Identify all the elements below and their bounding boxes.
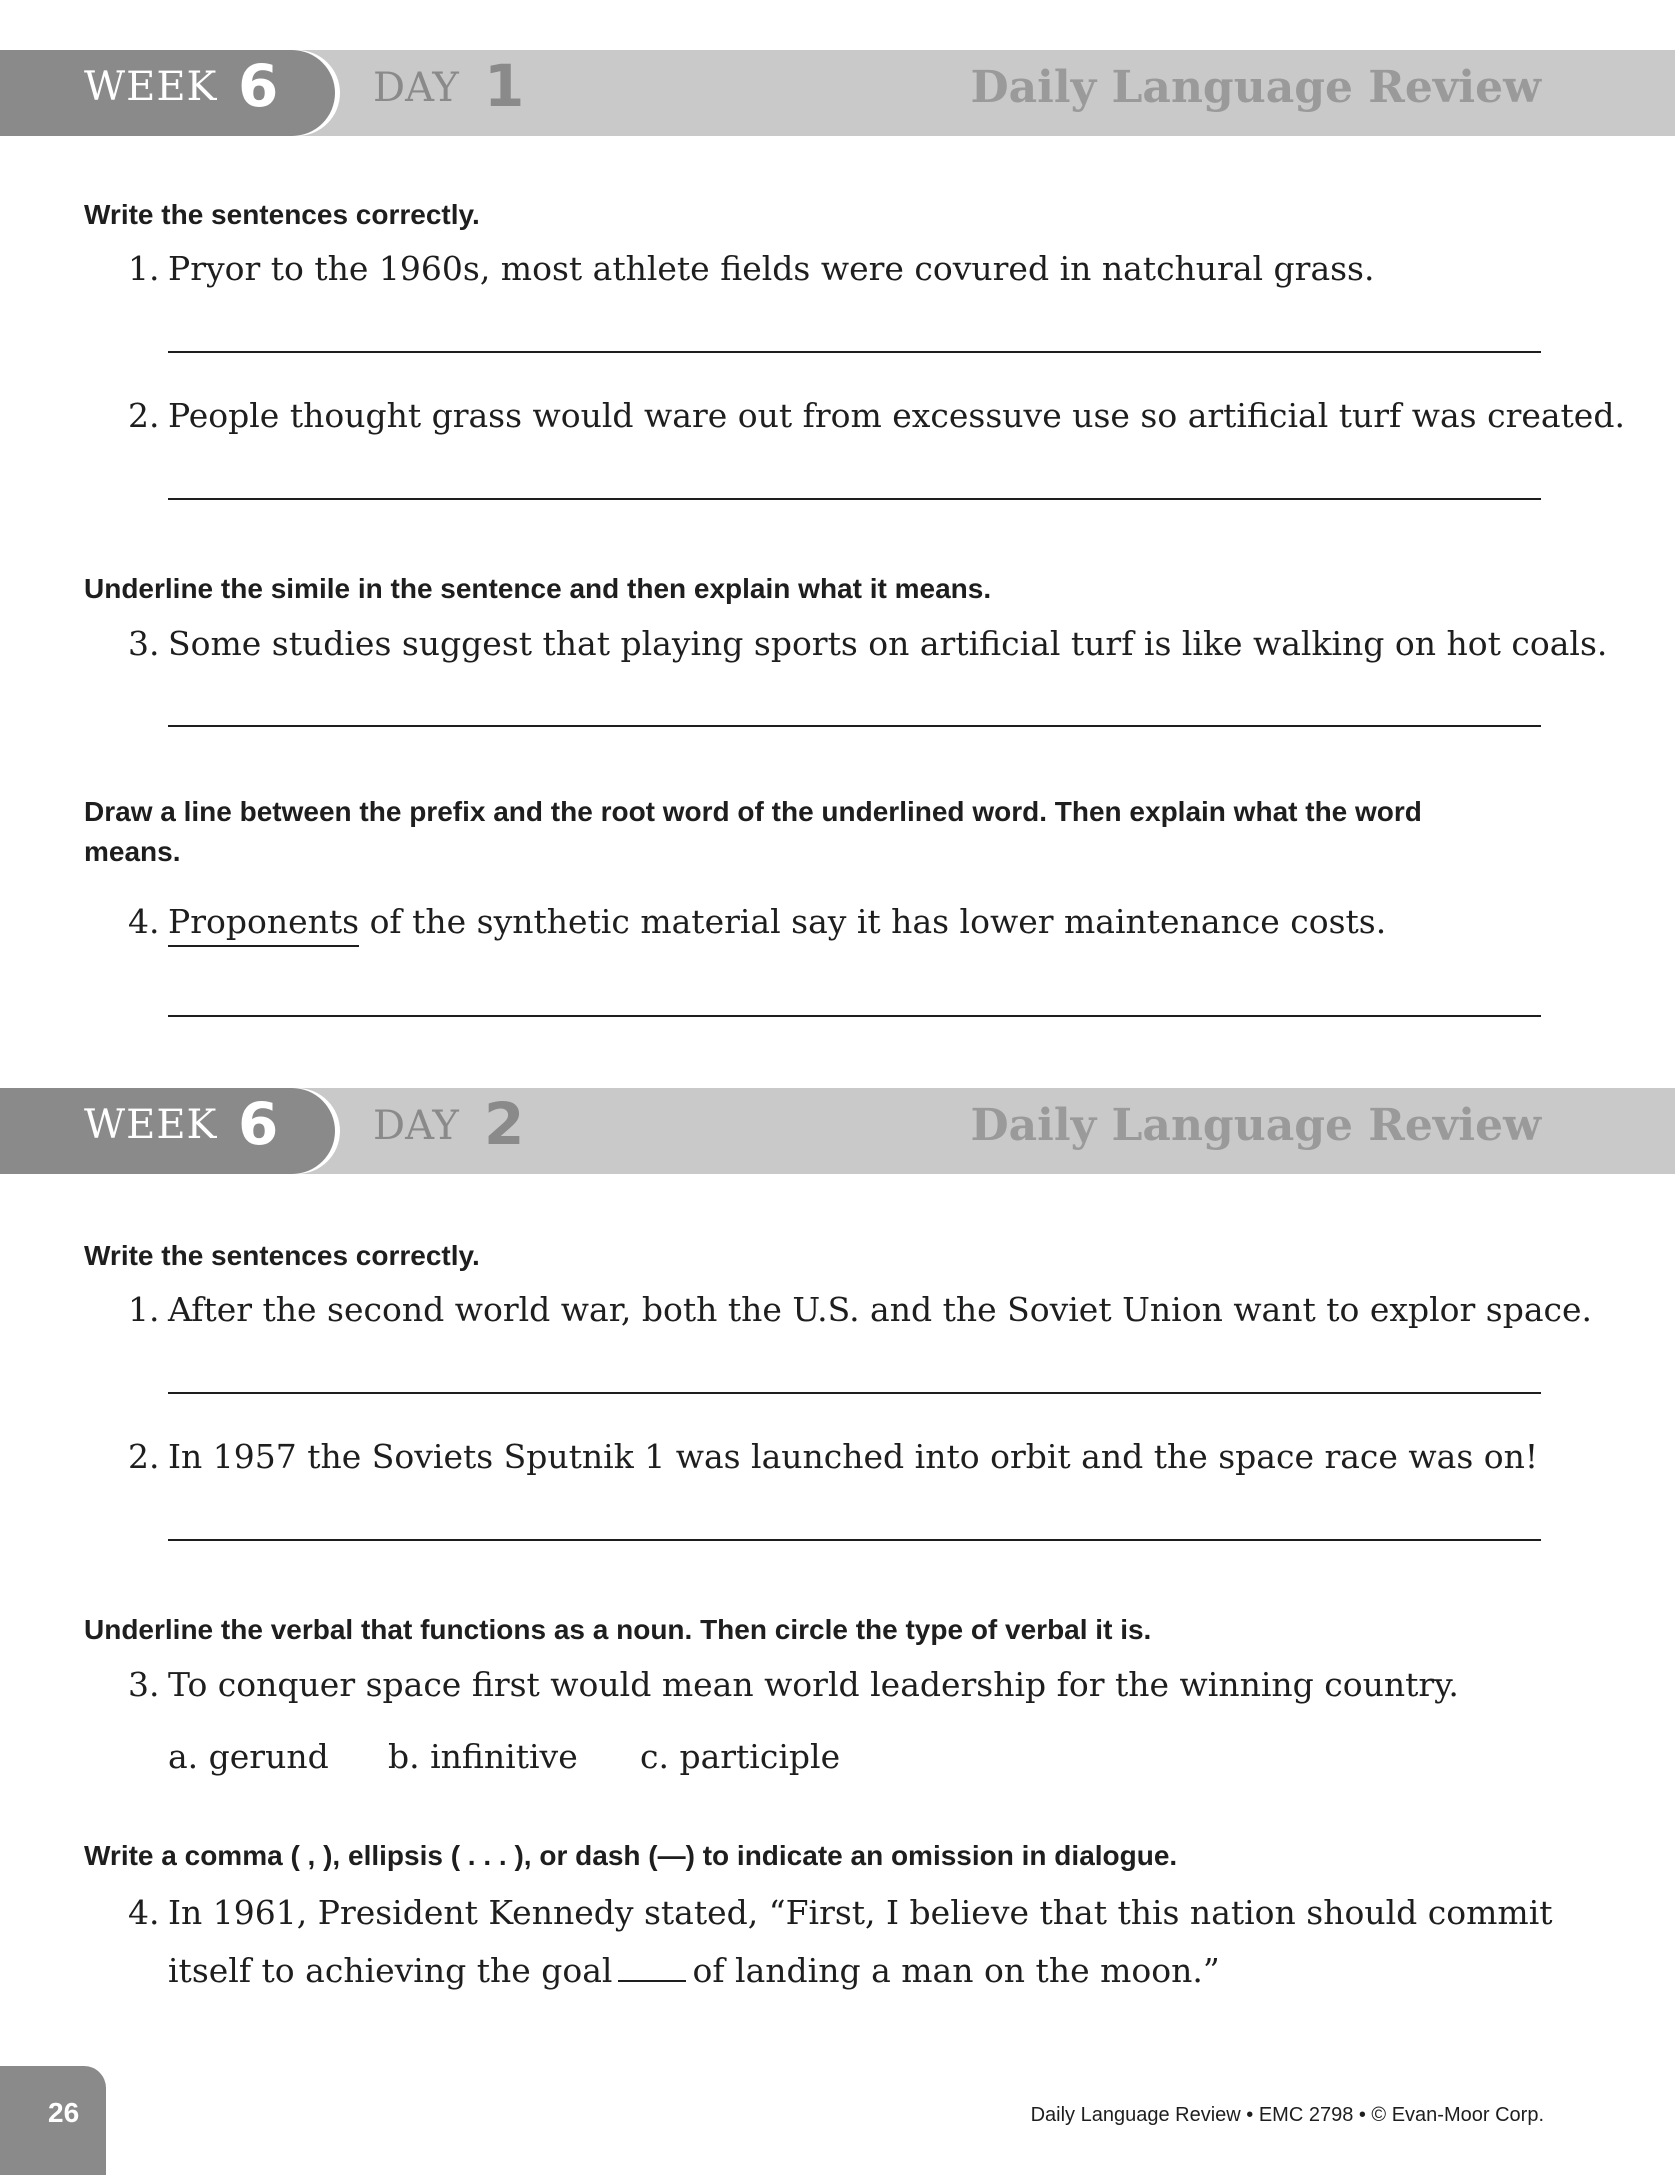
section-banner-day2 [0, 1088, 1675, 1174]
item-text: To conquer space first would mean world leadership for the winning country. [168, 1665, 1459, 1704]
option-infinitive[interactable]: b. infinitive [388, 1737, 578, 1776]
verbal-options [168, 1728, 840, 1786]
option-gerund[interactable]: a. gerund [168, 1737, 329, 1776]
banner-title: Daily Language Review [970, 62, 1541, 113]
item-number: 2. [128, 396, 160, 435]
exercise-item [128, 240, 1588, 298]
day-label: DAY [373, 65, 459, 111]
answer-blank[interactable] [618, 1954, 686, 1982]
item-text: of the synthetic material say it has lower maintenance costs. [359, 902, 1387, 941]
instruction: Write the sentences correctly. [84, 199, 480, 230]
exercise-item [128, 1656, 1588, 1714]
week-tab [0, 1088, 335, 1174]
answer-line[interactable] [168, 725, 1541, 727]
underlined-word: Proponents [168, 902, 359, 947]
item-text: After the second world war, both the U.S. and the Soviet Union want to explor space. [168, 1290, 1593, 1329]
week-tab [0, 50, 335, 136]
option-participle[interactable]: c. participle [640, 1737, 841, 1776]
instruction: Write a comma ( , ), ellipsis ( . . . ), or dash (—) to indicate an omission in dialogue. [84, 1840, 1178, 1871]
item-text: In 1961, President Kennedy stated, “First, I believe that this nation should commit [168, 1893, 1553, 1932]
exercise-item [128, 1884, 1588, 1942]
answer-line[interactable] [168, 498, 1541, 500]
banner-title: Daily Language Review [970, 1100, 1541, 1151]
exercise-item [128, 893, 1588, 951]
instruction: Underline the verbal that functions as a noun. Then circle the type of verbal it is. [84, 1614, 1152, 1645]
week-number: 6 [238, 52, 279, 120]
answer-line[interactable] [168, 351, 1541, 353]
instruction: Write the sentences correctly. [84, 1240, 480, 1271]
instruction: Underline the simile in the sentence and then explain what it means. [84, 573, 992, 604]
item-text: In 1957 the Soviets Sputnik 1 was launched into orbit and the space race was on! [168, 1437, 1539, 1476]
exercise-item [128, 387, 1625, 445]
week-number: 6 [238, 1090, 279, 1158]
week-label: WEEK [84, 64, 218, 110]
instruction: Draw a line between the prefix and the root word of the underlined word. Then explain what the word means. [84, 796, 1422, 867]
footer-credit: Daily Language Review • EMC 2798 • © Evan-Moor Corp. [1030, 2104, 1544, 2126]
item-number: 3. [128, 1665, 160, 1704]
item-number: 4. [128, 902, 160, 941]
item-number: 1. [128, 1290, 160, 1329]
item-text: People thought grass would ware out from excessuve use so artificial turf was created. [168, 396, 1625, 435]
day-number: 1 [484, 52, 525, 120]
item-text-after-blank: of landing a man on the moon.” [692, 1951, 1220, 1990]
day-number: 2 [484, 1090, 525, 1158]
item-number: 4. [128, 1893, 160, 1932]
exercise-item [128, 1281, 1593, 1339]
item-number: 2. [128, 1437, 160, 1476]
item-text: Pryor to the 1960s, most athlete fields were covured in natchural grass. [168, 249, 1375, 288]
item-text-before-blank: itself to achieving the goal [168, 1951, 613, 1990]
page-number: 26 [48, 2097, 80, 2128]
exercise-item [128, 1428, 1588, 1486]
item-number: 3. [128, 624, 160, 663]
item-number: 1. [128, 249, 160, 288]
exercise-item [128, 615, 1608, 673]
item-text-continued [168, 1942, 1220, 2000]
answer-line[interactable] [168, 1015, 1541, 1017]
item-text: Some studies suggest that playing sports on artificial turf is like walking on hot coals. [168, 624, 1608, 663]
section-banner-day1 [0, 50, 1675, 136]
answer-line[interactable] [168, 1392, 1541, 1394]
day-label: DAY [373, 1103, 459, 1149]
answer-line[interactable] [168, 1539, 1541, 1541]
week-label: WEEK [84, 1102, 218, 1148]
